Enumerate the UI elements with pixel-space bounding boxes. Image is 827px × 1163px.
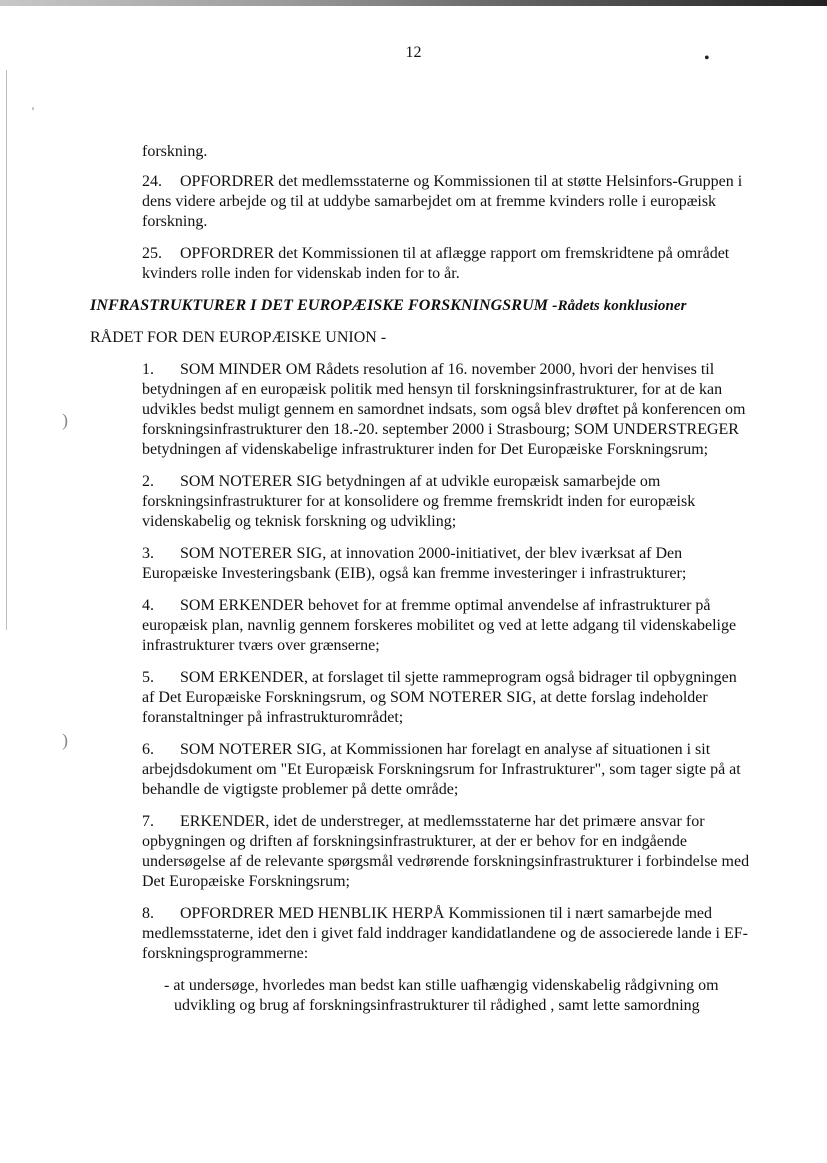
item-text: SOM NOTERER SIG, at Kommissionen har forelagt en analyse af situationen i sit arbejdsdokument om "Et Europæisk Forskningsrum for Infrastrukturer", som tager sigte på at behandle de vigtigste problemer på dette område; [142, 741, 741, 798]
document-body [90, 142, 750, 1016]
council-line: RÅDET FOR DEN EUROPÆISKE UNION - [90, 329, 387, 346]
item-1 [142, 360, 750, 460]
item-text: SOM ERKENDER behovet for at fremme optimal anvendelse af infrastrukturer på europæisk plan, navnlig gennem forskeres mobilitet og ved at lette adgang til videnskabelige infrastrukturer tværs over grænserne; [142, 597, 737, 654]
item-3 [142, 544, 750, 584]
item-8 [142, 904, 750, 964]
bullet-item: - at undersøge, hvorledes man bedst kan stille uafhængig videnskabelig rådgivning om udvikling og brug af forskningsinfrastrukturer til rådighed , samt lette samordning [164, 977, 719, 1014]
paragraph-number: 24. [142, 173, 162, 190]
scan-speck: • [704, 50, 710, 67]
section-heading-sub: Rådets konklusioner [557, 298, 687, 314]
section-heading [90, 296, 750, 316]
item-7 [142, 812, 750, 892]
item-2 [142, 472, 750, 532]
item-number: 6. [142, 741, 154, 758]
scan-speck: ˌ [30, 90, 36, 110]
scan-bracket: ) [62, 410, 68, 430]
item-text: ERKENDER, idet de understreger, at medlemsstaterne har det primære ansvar for opbygningen og driften af forskningsinfrastrukturer, at der er behov for en indgående undersøgelse af de relevante spørgsmål vedrørende forskningsinfrastrukturer i forbindelse med Det Europæiske Forskningsrum; [142, 813, 750, 890]
paragraph-24 [142, 172, 750, 232]
item-4 [142, 596, 750, 656]
item-6 [142, 740, 750, 800]
scan-bracket: ) [62, 730, 68, 750]
scan-margin-line [6, 70, 7, 630]
item-number: 8. [142, 905, 154, 922]
item-text: SOM MINDER OM Rådets resolution af 16. november 2000, hvori der henvises til betydningen af en europæisk politik med hensyn til forskningsinfrastrukturer, for at de kan udvikles bedst muligt gennem en samordnet indsats, som også blev drøftet på konferencen om forskningsinfrastrukturer den 18.-20. september 2000 i Strasbourg; SOM UNDERSTREGER betydningen af videnskabelige infrastrukturer inden for Det Europæiske Forskningsrum; [142, 361, 746, 458]
item-number: 7. [142, 813, 154, 830]
item-text: SOM NOTERER SIG betydningen af at udvikle europæisk samarbejde om forskningsinfrastrukturer for at konsolidere og fremme fremskridt inden for europæisk videnskabelig og teknisk forskning og udvikling; [142, 473, 696, 530]
item-text: SOM ERKENDER, at forslaget til sjette rammeprogram også bidrager til opbygningen af Det Europæiske Forskningsrum, og SOM NOTERER SIG, at dette forslag indeholder foranstaltninger på infrastrukturområdet; [142, 669, 737, 726]
paragraph-text: OPFORDRER det Kommissionen til at aflægge rapport om fremskridtene på området kvinders rolle inden for videnskab inden for to år. [142, 245, 730, 282]
section-heading-main: INFRASTRUKTURER I DET EUROPÆISKE FORSKNINGSRUM - [90, 297, 558, 314]
paragraph-number: 25. [142, 245, 162, 262]
scan-edge [0, 0, 827, 6]
item-5 [142, 668, 750, 728]
item-number: 3. [142, 545, 154, 562]
paragraph-25 [142, 244, 750, 284]
item-number: 4. [142, 597, 154, 614]
continuation-text: forskning. [142, 143, 208, 160]
item-text: SOM NOTERER SIG, at innovation 2000-initiativet, der blev iværksat af Den Europæiske Investeringsbank (EIB), også kan fremme investeringer i infrastrukturer; [142, 545, 687, 582]
page-number: 12 [405, 44, 422, 61]
item-number: 1. [142, 361, 154, 378]
item-number: 5. [142, 669, 154, 686]
item-number: 2. [142, 473, 154, 490]
paragraph-text: OPFORDRER det medlemsstaterne og Kommissionen til at støtte Helsinfors-Gruppen i dens videre arbejde og til at uddybe samarbejdet om at fremme kvinders rolle i europæisk forskning. [142, 173, 743, 230]
item-text: OPFORDRER MED HENBLIK HERPÅ Kommissionen til i nært samarbejde med medlemsstaterne, idet den i givet fald inddrager kandidatlandene og de associerede lande i EF-forskningsprogrammerne: [142, 905, 748, 962]
